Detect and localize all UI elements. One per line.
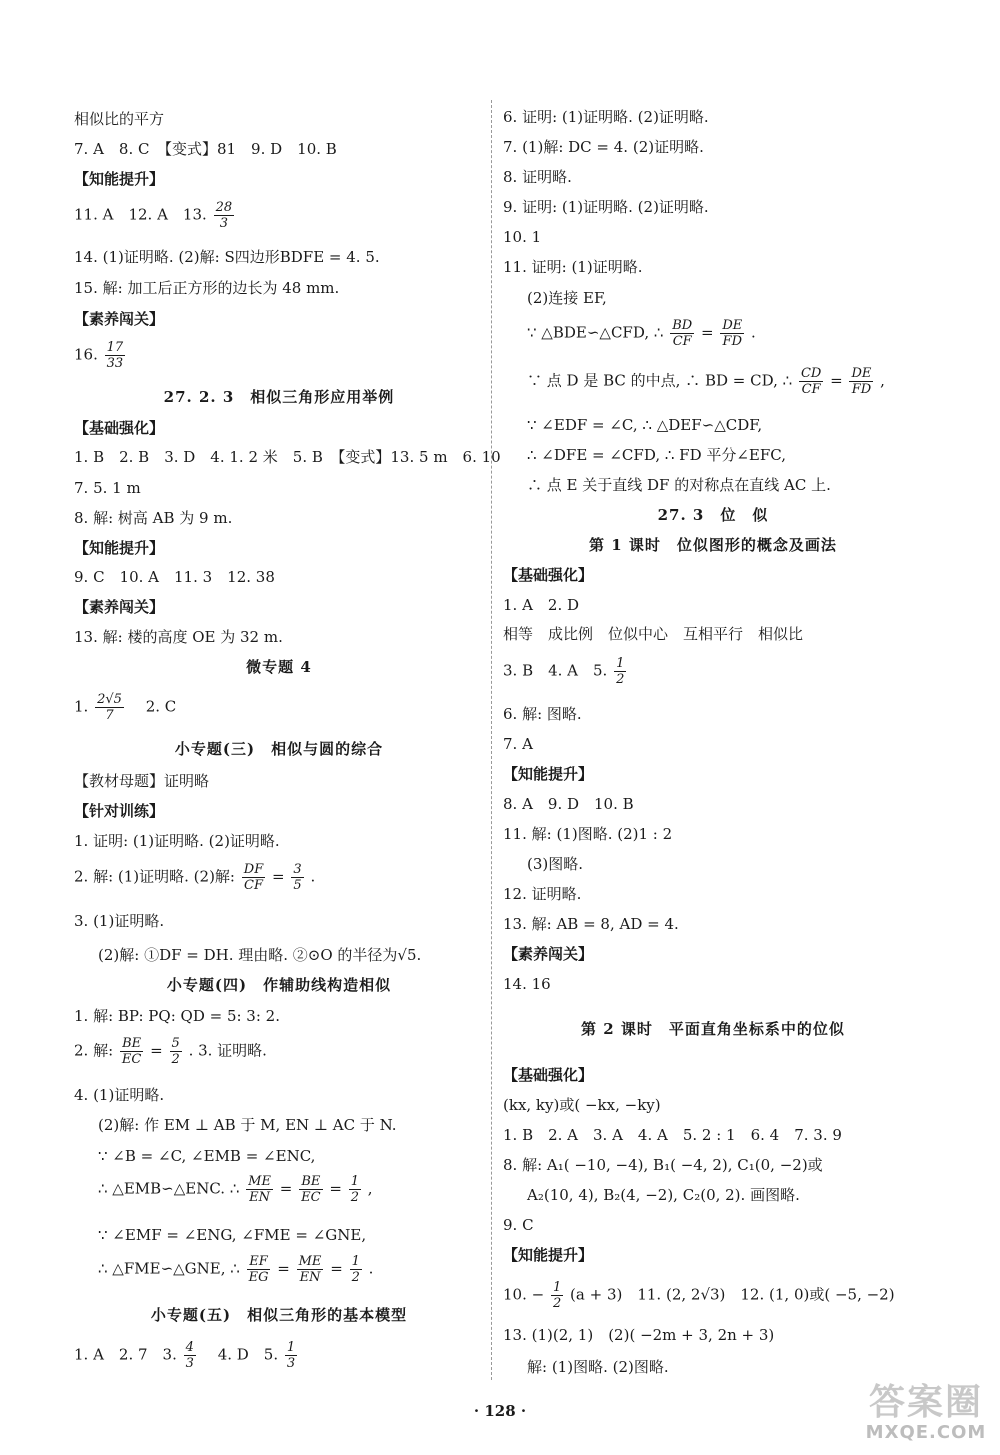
answer-line: ∵ ∠EMF = ∠ENG, ∠FME = ∠GNE, [98, 1226, 367, 1244]
answer-line: 7. 5. 1 m [74, 479, 141, 497]
fraction: $\frac{1}{2}$ [552, 1280, 562, 1311]
section-heading: 【基础强化】 [503, 1066, 594, 1084]
section-heading: 【知能提升】 [503, 1246, 594, 1264]
fraction: $\frac{17}{33}$ [106, 340, 124, 371]
answer-line: (3)图略. [527, 855, 584, 873]
fraction: $\frac{BE}{EC}$ [301, 1174, 321, 1205]
fraction: $\frac{CD}{CF}$ [800, 366, 822, 397]
section-heading: 【素养闯关】 [503, 945, 594, 963]
answer-line: 2. 解: $\frac{BE}{EC}$ = $\frac{5}{2}$ . 3. 证明略. [74, 1036, 267, 1067]
column-divider [491, 100, 492, 1380]
fraction: $\frac{ME}{EN}$ [248, 1174, 271, 1205]
answer-line: ∵ ∠B = ∠C, ∠EMB = ∠ENC, [98, 1147, 316, 1165]
answer-line: 16. $\frac{17}{33}$ [74, 340, 124, 371]
answer-line: 11. A 12. A 13. $\frac{28}{3}$ [74, 200, 233, 231]
answer-line: ∵ ∠EDF = ∠C, ∴ △DEF∽△CDF, [527, 416, 763, 434]
page-number: · 128 · [473, 1402, 527, 1420]
answer-line: 9. C [503, 1216, 534, 1234]
section-heading: 【针对训练】 [74, 802, 165, 820]
answer-line: 11. 证明: (1)证明略. [503, 258, 643, 276]
answer-line: 【教材母题】证明略 [74, 772, 210, 790]
answer-line: 相等 成比例 位似中心 互相平行 相似比 [503, 625, 804, 643]
answer-line: 2. 解: (1)证明略. (2)解: $\frac{DF}{CF}$ = $\frac{3}{5}$ . [74, 862, 316, 893]
answer-line: 解: (1)图略. (2)图略. [527, 1358, 669, 1376]
watermark-url: MXQE.COM [865, 1422, 987, 1443]
answer-line: 1. A 2. 7 3. $\frac{4}{3}$ 4. D 5. $\frac{1}{3}$ [74, 1340, 296, 1371]
answer-line: A₂(10, 4), B₂(4, −2), C₂(0, 2). 画图略. [527, 1186, 800, 1204]
fraction: $\frac{1}{3}$ [286, 1340, 296, 1371]
fraction: $\frac{1}{2}$ [350, 1174, 359, 1205]
answer-line: 8. 证明略. [503, 168, 572, 186]
section-heading: 【知能提升】 [74, 170, 165, 188]
fraction: $\frac{DE}{FD}$ [722, 318, 743, 349]
watermark-logo [856, 1370, 996, 1450]
section-heading: 【基础强化】 [503, 566, 594, 584]
section-heading: 【素养闯关】 [74, 598, 165, 616]
fraction: $\frac{BE}{EC}$ [121, 1036, 142, 1067]
fraction: $\frac{1}{2}$ [351, 1254, 360, 1285]
answer-line: 9. 证明: (1)证明略. (2)证明略. [503, 198, 709, 216]
fraction: $\frac{3}{5}$ [293, 862, 302, 893]
section-title: 微专题 4 [246, 658, 312, 676]
answer-line: 3. (1)证明略. [74, 912, 165, 930]
watermark-text: 答案圈 [868, 1382, 983, 1423]
answer-line: 相似比的平方 [74, 110, 165, 128]
answer-line: 10. 1 [503, 228, 542, 246]
fraction: $\frac{5}{2}$ [171, 1036, 180, 1067]
answer-line: 6. 解: 图略. [503, 705, 582, 723]
section-title: 小专题(三) 相似与圆的综合 [174, 740, 384, 758]
answer-line: 7. A 8. C 【变式】81 9. D 10. B [74, 140, 337, 158]
section-title: 小专题(五) 相似三角形的基本模型 [150, 1306, 408, 1324]
answer-line: 1. 证明: (1)证明略. (2)证明略. [74, 832, 280, 850]
answer-line: 1. B 2. A 3. A 4. A 5. 2 : 1 6. 4 7. 3. 9 [503, 1126, 842, 1144]
answer-line: 13. (1)(2, 1) (2)( −2m + 3, 2n + 3) [503, 1326, 775, 1344]
lesson-title: 第 2 课时 平面直角坐标系中的位似 [581, 1020, 845, 1038]
answer-line: (kx, ky)或( −kx, −ky) [503, 1096, 661, 1114]
section-title: 27. 2. 3 相似三角形应用举例 [163, 388, 395, 406]
answer-line: ∵ △BDE∽△CFD, ∴ $\frac{BD}{CF}$ = $\frac{DE}{FD}$ . [527, 318, 756, 349]
answer-line: ∴ 点 E 关于直线 DF 的对称点在直线 AC 上. [527, 476, 831, 494]
answer-line: ∴ ∠DFE = ∠CFD, ∴ FD 平分∠EFC, [527, 446, 786, 464]
answer-line: (2)解: ①DF = DH. 理由略. ②⊙O 的半径为√5. [98, 946, 422, 964]
answer-line: 4. (1)证明略. [74, 1086, 165, 1104]
answer-line: 11. 解: (1)图略. (2)1 : 2 [503, 825, 673, 843]
answer-line: ∴ △FME∽△GNE, ∴ $\frac{EF}{EG}$ = $\frac{ME}{EN}$ = $\frac{1}{2}$ . [98, 1254, 374, 1285]
section-heading: 【知能提升】 [74, 539, 165, 557]
answer-line: ∵ 点 D 是 BC 的中点, ∴ BD = CD, ∴ $\frac{CD}{CF}$ = $\frac{DE}{FD}$ , [527, 366, 885, 397]
answer-line: 1. 解: BP: PQ: QD = 5: 3: 2. [74, 1007, 280, 1025]
answer-line: 3. B 4. A 5. $\frac{1}{2}$ [503, 656, 625, 687]
section-heading: 【素养闯关】 [74, 310, 165, 328]
section-heading: 【知能提升】 [503, 765, 594, 783]
fraction: $\frac{EF}{EG}$ [248, 1254, 269, 1285]
fraction: $\frac{2√5}{7}$ [97, 692, 122, 723]
fraction: $\frac{DE}{FD}$ [851, 366, 872, 397]
answer-line: 8. 解: 树高 AB 为 9 m. [74, 509, 233, 527]
section-title: 27. 3 位 似 [657, 506, 769, 524]
answer-line: 7. A [503, 735, 533, 753]
answer-line: 13. 解: 楼的高度 OE 为 32 m. [74, 628, 283, 646]
answer-line: (2)连接 EF, [527, 289, 607, 307]
answer-line: 12. 证明略. [503, 885, 582, 903]
fraction: $\frac{DF}{CF}$ [243, 862, 264, 893]
fraction: $\frac{BD}{CF}$ [672, 318, 693, 349]
answer-line: 8. A 9. D 10. B [503, 795, 634, 813]
answer-line: 10. − $\frac{1}{2}$ (a + 3) 11. (2, 2√3) 12. (1, 0)或( −5, −2) [503, 1280, 895, 1311]
answer-line: 14. 16 [503, 975, 551, 993]
lesson-title: 第 1 课时 位似图形的概念及画法 [589, 536, 837, 554]
answer-line: 8. 解: A₁( −10, −4), B₁( −4, 2), C₁(0, −2)或 [503, 1156, 823, 1174]
fraction: $\frac{ME}{EN}$ [298, 1254, 322, 1285]
answer-line: 1. A 2. D [503, 596, 580, 614]
answer-line: ∴ △EMB∽△ENC. ∴ $\frac{ME}{EN}$ = $\frac{BE}{EC}$ = $\frac{1}{2}$ , [98, 1174, 373, 1205]
answer-line: 6. 证明: (1)证明略. (2)证明略. [503, 108, 709, 126]
fraction: $\frac{4}{3}$ [185, 1340, 194, 1371]
answer-line: 1. B 2. B 3. D 4. 1. 2 米 5. B 【变式】13. 5 m 6. 10 [74, 448, 501, 466]
fraction: $\frac{28}{3}$ [215, 200, 233, 231]
fraction: $\frac{1}{2}$ [616, 656, 625, 687]
answer-line: 7. (1)解: DC = 4. (2)证明略. [503, 138, 704, 156]
answer-line: (2)解: 作 EM ⊥ AB 于 M, EN ⊥ AC 于 N. [98, 1116, 397, 1134]
answer-line: 15. 解: 加工后正方形的边长为 48 mm. [74, 279, 340, 297]
answer-line: 1. $\frac{2√5}{7}$ 2. C [74, 692, 177, 723]
answer-line: 14. (1)证明略. (2)解: S四边形BDFE = 4. 5. [74, 248, 380, 266]
answer-line: 13. 解: AB = 8, AD = 4. [503, 915, 679, 933]
answer-line: 9. C 10. A 11. 3 12. 38 [74, 568, 275, 586]
section-title: 小专题(四) 作辅助线构造相似 [166, 976, 392, 994]
section-heading: 【基础强化】 [74, 419, 165, 437]
